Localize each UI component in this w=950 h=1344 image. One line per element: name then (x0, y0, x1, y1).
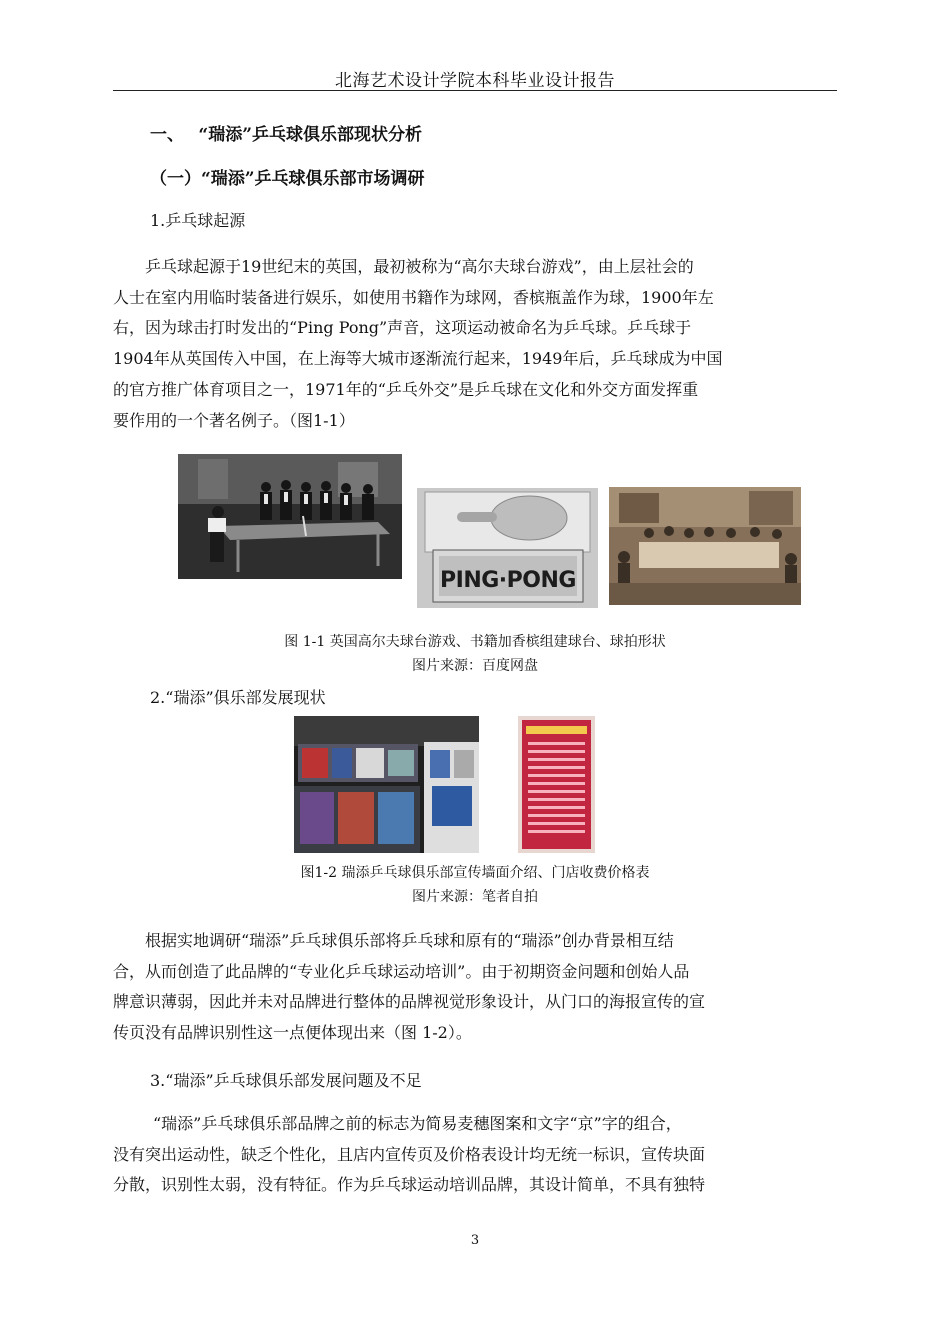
header-divider (113, 90, 837, 91)
pingpong-box-set-photo (417, 488, 598, 608)
text-line: 人士在室内用临时装备进行娱乐，如使用书籍作为球网，香槟瓶盖作为球，1900年左 (113, 287, 714, 307)
paragraph-problems (113, 1109, 837, 1201)
figure-2-source: 图片来源：笔者自拍 (412, 889, 538, 905)
text-line: 的官方推广体育项目之一，1971年的“乒乓外交”是乒乓球在文化和外交方面发挥重 (113, 379, 699, 399)
price-list-photo (518, 716, 595, 853)
text-line: 右，因为球击打时发出的“Ping Pong”声音，这项运动被命名为乒乓球。乒乓球于 (113, 318, 692, 338)
historic-table-tennis-photo (178, 454, 402, 579)
text-line: 要作用的一个著名例子。（图1-1） (113, 410, 355, 430)
figure-2-caption: 图1-2 瑞添乒乓球俱乐部宣传墙面介绍、门店收费价格表 (300, 865, 650, 881)
box-label: PING·PONG (440, 568, 576, 593)
figure-1-source: 图片来源：百度网盘 (412, 658, 538, 674)
section-heading: 一、 “瑞添”乒乓球俱乐部现状分析 (150, 125, 422, 145)
subheading-origin: 1.乒乓球起源 (150, 211, 246, 230)
figure-1-caption: 图 1-1 英国高尔夫球台游戏、书籍加香槟组建球台、球拍形状 (284, 634, 666, 650)
text-line: “瑞添”乒乓球俱乐部品牌之前的标志为简易麦穗图案和文字“京”字的组合， (153, 1114, 682, 1133)
text-line: 1904年从英国传入中国，在上海等大城市逐渐流行起来，1949年后，乒乓球成为中国 (113, 349, 723, 369)
text-line: 合，从而创造了此品牌的“专业化乒乓球运动培训”。由于初期资金问题和创始人品 (113, 961, 690, 981)
text-line: 牌意识薄弱，因此并未对品牌进行整体的品牌视觉形象设计，从门口的海报宣传的宣 (113, 992, 706, 1012)
subheading-problems: 3.“瑞添”乒乓球俱乐部发展问题及不足 (150, 1071, 422, 1090)
text-line: 乒乓球起源于19世纪末的英国，最初被称为“高尔夫球台游戏”，由上层社会的 (145, 257, 694, 276)
page-number: 3 (470, 1233, 480, 1248)
chinese-table-tennis-photo (609, 487, 801, 605)
page-header-title: 北海艺术设计学院本科毕业设计报告 (335, 71, 615, 91)
paragraph-origin (113, 252, 837, 436)
text-line: 没有突出运动性，缺乏个性化，且店内宣传页及价格表设计均无统一标识，宣传块面 (113, 1144, 706, 1164)
text-line: 分散，识别性太弱，没有特征。作为乒乓球运动培训品牌，其设计简单，不具有独特 (113, 1175, 706, 1195)
text-line: 传页没有品牌识别性这一点便体现出来（图 1-2）。 (113, 1023, 472, 1043)
text-line: 根据实地调研“瑞添”乒乓球俱乐部将乒乓球和原有的“瑞添”创办背景相互结 (145, 931, 674, 950)
subheading-status: 2.“瑞添”俱乐部发展现状 (150, 688, 326, 707)
club-promo-wall-photo (294, 716, 479, 853)
subsection-heading: （一）“瑞添”乒乓球俱乐部市场调研 (150, 169, 425, 189)
paragraph-status (113, 926, 837, 1049)
